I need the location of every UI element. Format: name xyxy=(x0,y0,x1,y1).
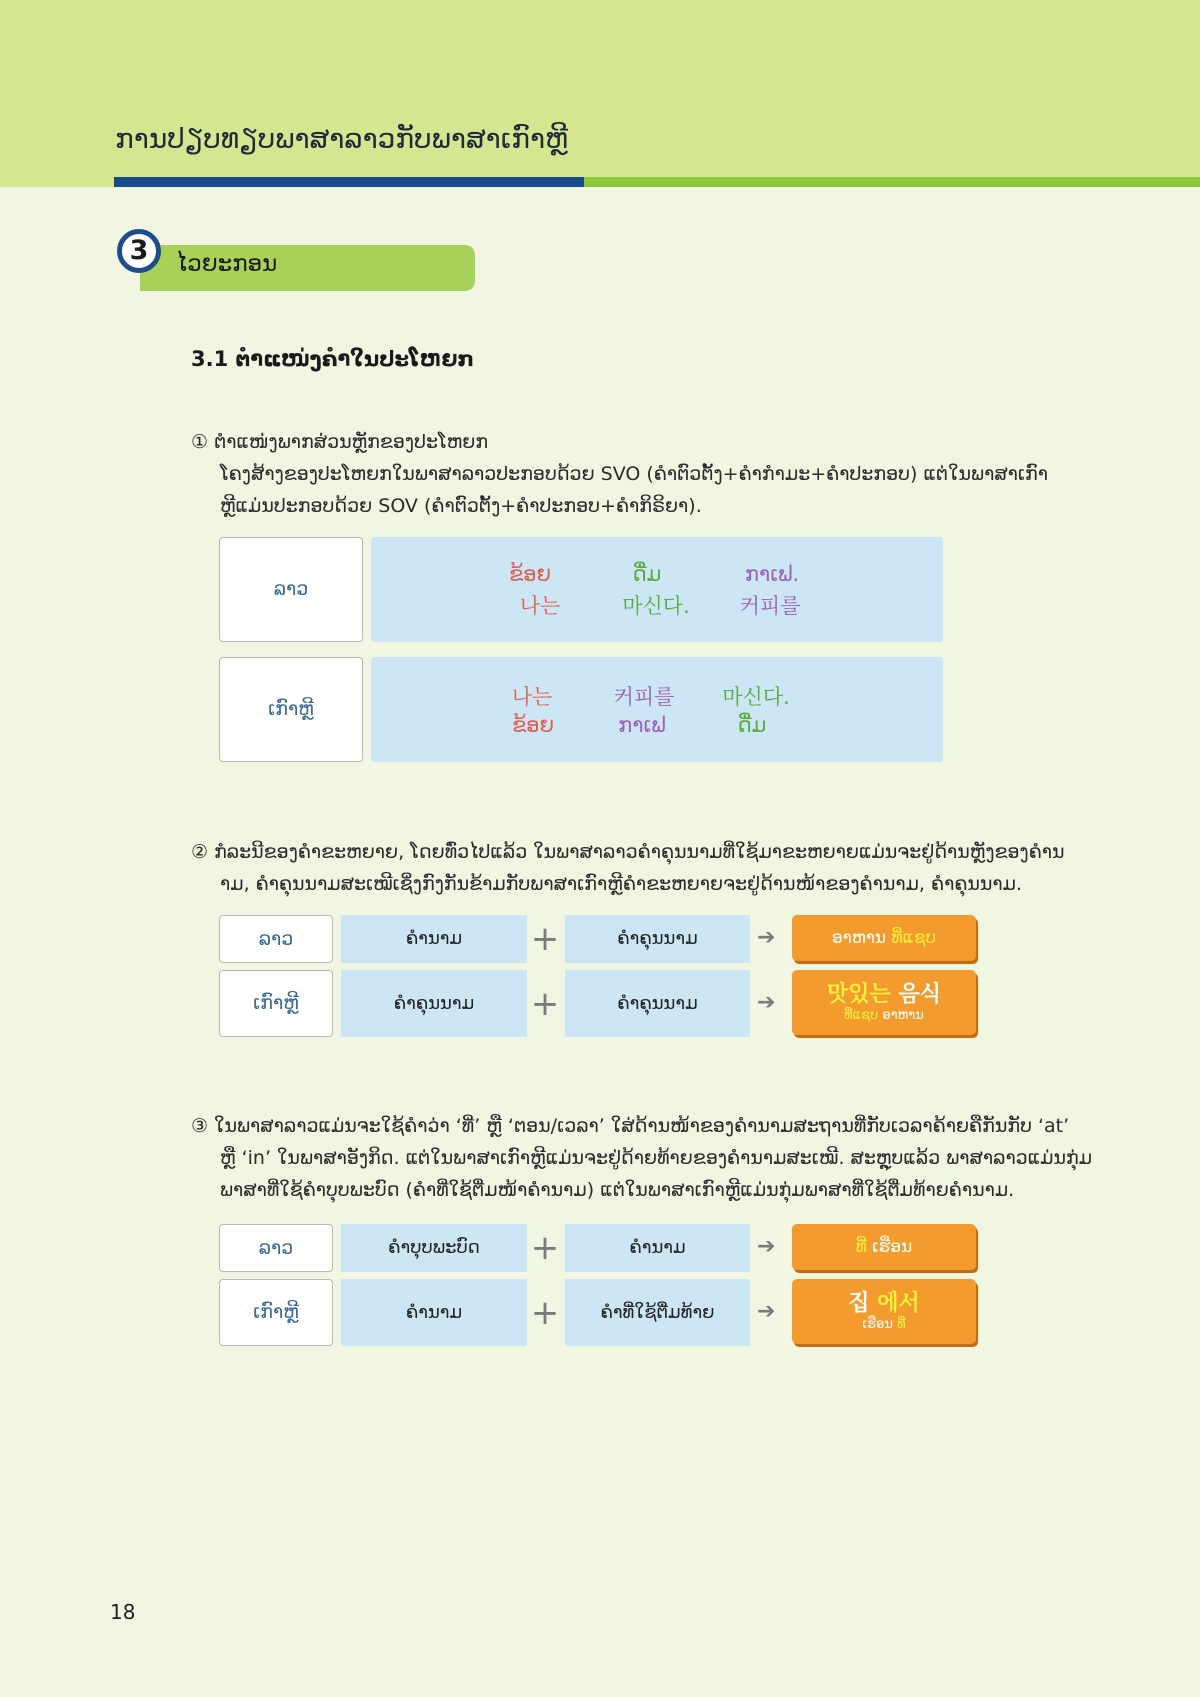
grammar-cell: ຄຳທີ່ໃຊ້ຕື່ມທ້າຍ xyxy=(565,1279,750,1346)
result-word: 집 xyxy=(848,1291,870,1316)
result-gloss: ອາຫານ xyxy=(882,1008,924,1023)
grammar-cell: ຄຳບຸບພະບົດ xyxy=(341,1224,527,1272)
plus-icon: + xyxy=(530,919,560,959)
label-korean: ເກົາຫຼີ xyxy=(219,970,333,1037)
paragraph-line: ພາສາທີ່ໃຊ້ຄຳບຸບພະບົດ (ຄຳທີ່ໃຊ້ຕື່ມໜ້າຄຳນາມ) ແຕ່ໃນພາສາເກົາຫຼີແມ່ນກຸ່ມພາສາທີ່ໃຊ້ຕື່ມທ້າຍຄຳນາມ. xyxy=(220,1179,1015,1201)
paragraph-line: ຫຼີແມ່ນປະກອບດ້ວຍ SOV (ຄຳຕົວຕັ້ງ+ຄຳປະກອບ+ຄຳກິຣິຍາ). xyxy=(220,495,702,517)
arrow-right-icon: ➔ xyxy=(757,1299,776,1324)
chapter-title: ການປຽບທຽບພາສາລາວກັບພາສາເກົາຫຼີ xyxy=(115,122,569,155)
word-korean: 나는 xyxy=(511,685,553,709)
result-word: ເຮືອນ xyxy=(872,1237,913,1257)
result-gloss: ເຮືອນ xyxy=(862,1317,893,1332)
word-korean: 나는 xyxy=(519,594,561,618)
word-lao: ຂ້ອຍ xyxy=(511,713,555,737)
word-korean: 마신다. xyxy=(722,685,790,709)
section-title: ໄວຍະກອນ xyxy=(176,251,278,277)
label-korean: ເກົາຫຼີ xyxy=(219,657,363,762)
plus-icon: + xyxy=(530,984,560,1024)
page-header xyxy=(0,0,1200,187)
paragraph-line: ຫຼື ‘in’ ໃນພາສາອັງກິດ. ແຕ່ໃນພາສາເກົາຫຼີແມ່ນຈະຢູ່ດ້າຍທ້າຍຂອງຄຳນາມສະເໝີ. ສະຫຼຸບແລ້ວ ພາສາລາວແມ່ນກຸ່ມ xyxy=(220,1147,1093,1169)
label-lao: ລາວ xyxy=(219,537,363,642)
paragraph-line: ① ຕຳແໜ່ງພາກສ່ວນຫຼັກຂອງປະໂຫຍກ xyxy=(191,431,489,453)
result-box xyxy=(792,1224,976,1270)
paragraph-line: ② ກໍລະນີຂອງຄຳຂະຫຍາຍ, ໂດຍທົ່ວໄປແລ້ວ ໃນພາສາລາວຄຳຄຸນນາມທີ່ໃຊ້ມາຂະຫຍາຍແມ່ນຈະຢູ່ດ້ານຫຼັງຂອງຄຳນ xyxy=(191,841,1065,863)
grammar-cell: ຄຳຄຸນນາມ xyxy=(565,915,750,963)
label-lao: ລາວ xyxy=(219,1224,333,1272)
result-word: ອາຫານ xyxy=(831,928,887,948)
result-word-highlight: 맛있는 xyxy=(827,982,891,1007)
arrow-right-icon: ➔ xyxy=(757,1234,776,1259)
grammar-cell: ຄຳຄຸນນາມ xyxy=(565,970,750,1037)
grammar-cell: ຄຳນາມ xyxy=(341,1279,527,1346)
result-gloss-highlight: ທີ່ xyxy=(897,1317,906,1332)
result-box xyxy=(792,1279,976,1344)
result-word-highlight: 에서 xyxy=(877,1291,920,1316)
label-korean: ເກົາຫຼີ xyxy=(219,1279,333,1346)
result-word-highlight: ທີ່ xyxy=(855,1237,867,1257)
page-number: 18 xyxy=(110,1600,136,1624)
paragraph-line: ③ ໃນພາສາລາວແມ່ນຈະໃຊ້ຄຳວ່າ ‘ທີ່’ ຫຼື ‘ຕອນ/ເວລາ’ ໃສ່ດ້ານໜ້າຂອງຄຳນາມສະຖານທີ່ກັບເວລາຄ້າຍຄືກັນກັບ ‘at’ xyxy=(191,1115,1070,1137)
word-korean: 커피를 xyxy=(613,685,675,709)
subsection-title: 3.1 ຕຳແໜ່ງຄຳໃນປະໂຫຍກ xyxy=(191,347,475,371)
result-word: 음식 xyxy=(898,982,941,1007)
word-korean: 마신다. xyxy=(622,594,690,618)
arrow-right-icon: ➔ xyxy=(757,990,776,1015)
section-number-badge: 3 xyxy=(117,229,161,273)
plus-icon: + xyxy=(530,1228,560,1268)
paragraph-1 xyxy=(191,426,1048,522)
header-rule-blue xyxy=(114,177,584,187)
word-lao: ດື່ມ xyxy=(632,562,662,586)
header-rule-green xyxy=(584,177,1200,187)
arrow-right-icon: ➔ xyxy=(757,925,776,950)
grammar-cell: ຄຳນາມ xyxy=(341,915,527,963)
paragraph-2 xyxy=(191,836,1065,900)
word-lao: ຂ້ອຍ xyxy=(508,562,552,586)
word-lao: ກາເຟ xyxy=(618,713,666,737)
plus-icon: + xyxy=(530,1293,560,1333)
grammar-cell: ຄຳນາມ xyxy=(565,1224,750,1272)
paragraph-line: ໂຄງສ້າງຂອງປະໂຫຍກໃນພາສາລາວປະກອບດ້ວຍ SVO (ຄຳຕົວຕັ້ງ+ຄຳກຳມະ+ຄຳປະກອບ) ແຕ່ໃນພາສາເກົາ xyxy=(220,463,1049,485)
word-lao: ກາເຟ. xyxy=(744,562,800,586)
result-box xyxy=(792,970,976,1035)
label-lao: ລາວ xyxy=(219,915,333,963)
paragraph-line: າມ, ຄຳຄຸນນາມສະເໝີເຊິ່ງກົງກັນຂ້າມກັບພາສາເກົາຫຼີຄຳຂະຫຍາຍຈະຢູ່ດ້ານໜ້າຂອງຄຳນາມ, ຄຳຄຸນນາມ. xyxy=(220,873,1023,895)
grammar-cell: ຄຳຄຸນນາມ xyxy=(341,970,527,1037)
result-word-highlight: ທີ່ແຊບ xyxy=(891,928,937,948)
paragraph-3 xyxy=(191,1110,1092,1206)
result-gloss-highlight: ທີ່ແຊບ xyxy=(844,1008,879,1023)
word-lao: ດື່ມ xyxy=(737,713,767,737)
word-korean: 커피를 xyxy=(739,594,801,618)
result-box xyxy=(792,915,976,961)
